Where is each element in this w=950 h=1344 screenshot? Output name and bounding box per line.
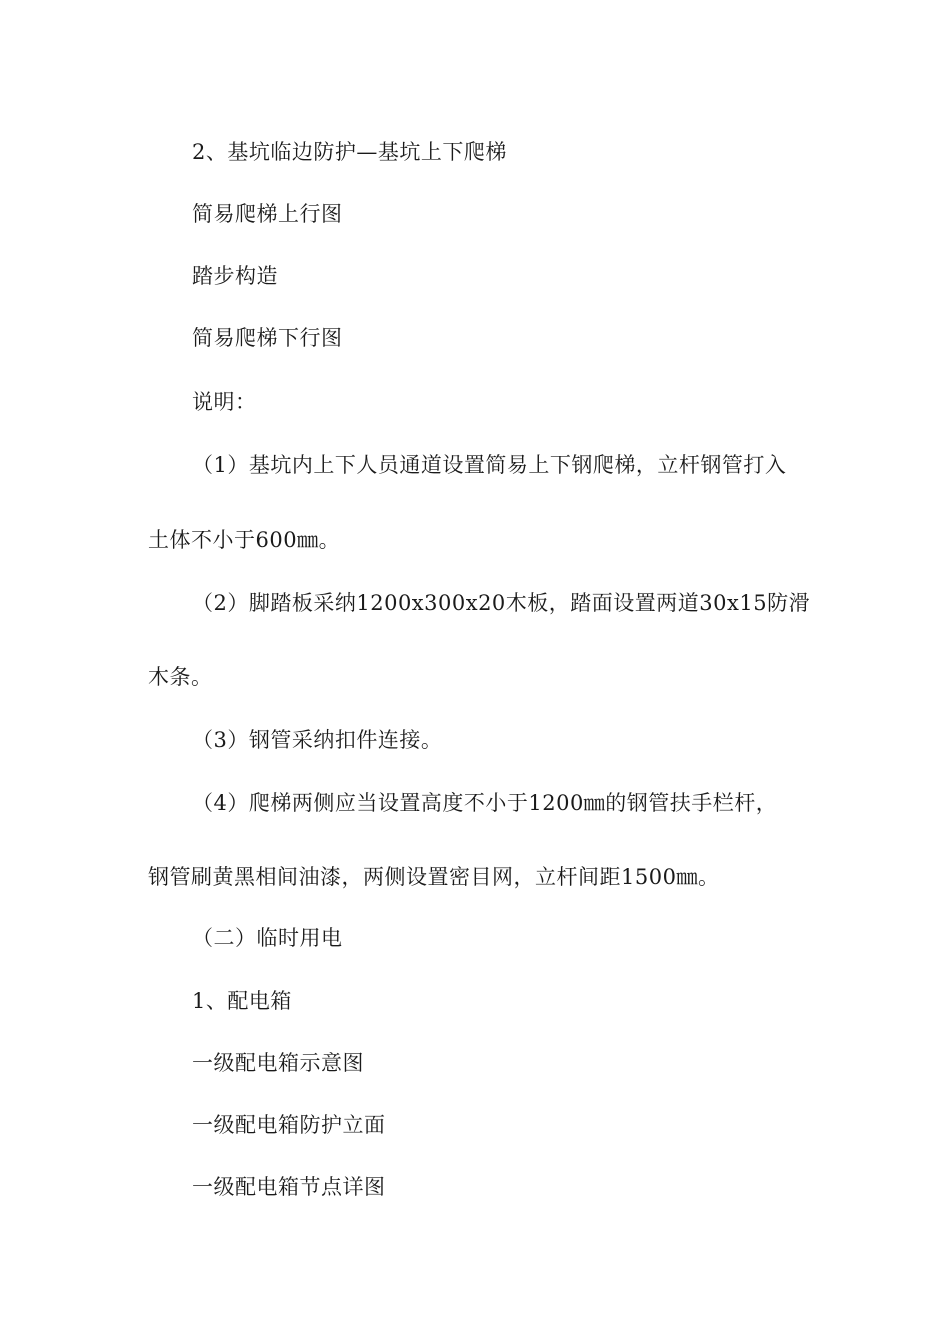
note-3: （3）钢管采纳扣件连接。 xyxy=(192,728,443,752)
subsection-heading-distribution-box: 1、配电箱 xyxy=(192,989,292,1013)
figure-caption-ladder-down: 简易爬梯下行图 xyxy=(192,326,343,350)
note-4-line-1: （4）爬梯两侧应当设置高度不小于1200㎜的钢管扶手栏杆， xyxy=(192,791,778,815)
figure-caption-box-details: 一级配电箱节点详图 xyxy=(192,1175,386,1199)
note-1-line-2: 土体不小于600㎜。 xyxy=(148,528,341,552)
notes-label: 说明： xyxy=(192,390,257,414)
figure-caption-ladder-up: 简易爬梯上行图 xyxy=(192,202,343,226)
section-heading-foundation-pit-ladder: 2、基坑临边防护—基坑上下爬梯 xyxy=(192,140,507,164)
figure-caption-box-elevation: 一级配电箱防护立面 xyxy=(192,1113,386,1137)
section-heading-temporary-power: （二）临时用电 xyxy=(192,926,343,950)
note-2-line-2: 木条。 xyxy=(148,665,213,689)
note-1-line-1: （1）基坑内上下人员通道设置简易上下钢爬梯，立杆钢管打入 xyxy=(192,453,787,477)
note-4-line-2: 钢管刷黄黑相间油漆，两侧设置密目网，立杆间距1500㎜。 xyxy=(148,865,720,889)
note-2-line-1: （2）脚踏板采纳1200x300x20木板，踏面设置两道30x15防滑 xyxy=(192,591,811,615)
figure-caption-step-structure: 踏步构造 xyxy=(192,264,278,288)
figure-caption-box-schematic: 一级配电箱示意图 xyxy=(192,1051,364,1075)
